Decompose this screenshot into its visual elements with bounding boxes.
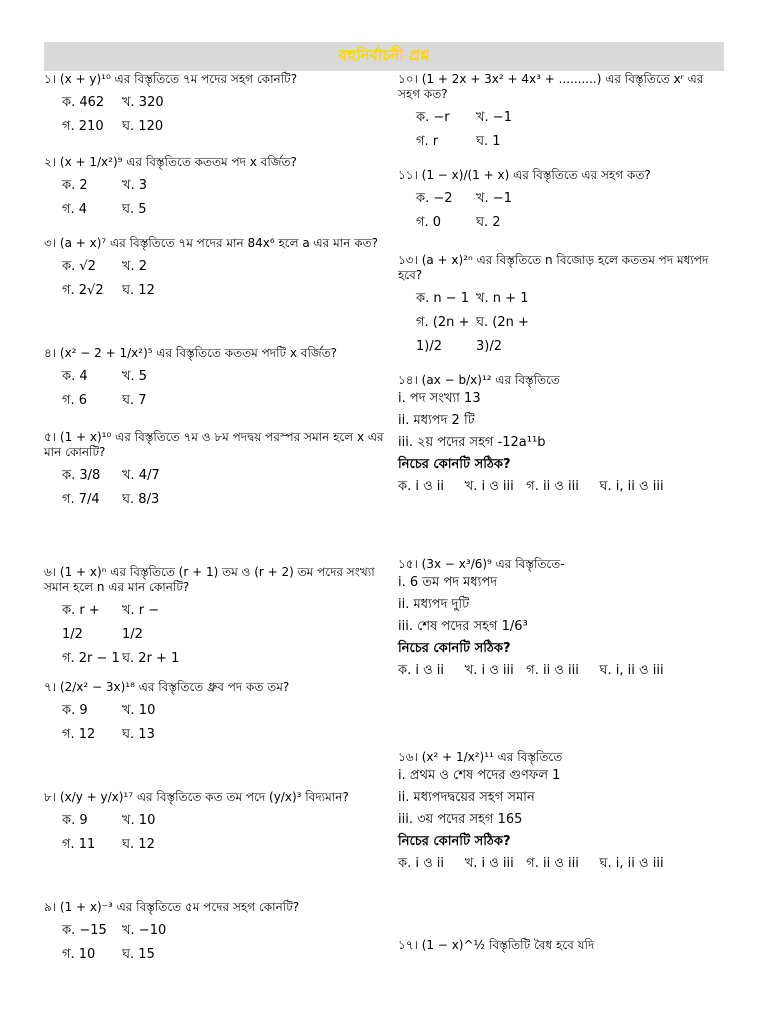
question-q1 bbox=[44, 72, 384, 139]
question-stem: ৬। (1 + x)ⁿ এর বিস্তৃতিতে (r + 1) তম ও (r + 2) তম পদের সংখ্যা সমান হলে n এর মান কোনটি? bbox=[44, 565, 375, 594]
question-stem: ১৫। (3x − x³/6)⁹ এর বিস্তৃতিতে- bbox=[398, 557, 565, 571]
option[interactable]: ঘ. 120 bbox=[122, 119, 164, 134]
option[interactable]: খ. 4/7 bbox=[122, 468, 160, 483]
question-q3 bbox=[44, 236, 384, 303]
statement-item: i. পদ সংখ্যা 13 bbox=[398, 391, 481, 406]
option[interactable]: গ. 12 bbox=[62, 727, 96, 742]
option-grid bbox=[62, 365, 384, 413]
answer-choices[interactable]: ক. i ও ii খ. i ও iii গ. ii ও iii ঘ. i, ii ও iii bbox=[398, 479, 664, 494]
option-grid bbox=[62, 174, 384, 222]
option[interactable]: গ. 4 bbox=[62, 202, 88, 217]
option[interactable]: ক. 4 bbox=[62, 369, 88, 384]
option[interactable]: ক. −2 bbox=[416, 191, 453, 206]
option[interactable]: খ. −10 bbox=[122, 923, 167, 938]
option[interactable]: ঘ. 2 bbox=[476, 215, 501, 230]
option[interactable]: গ. 210 bbox=[62, 119, 104, 134]
statement-item: iii. ৩য় পদের সহগ 165 bbox=[398, 812, 523, 827]
option[interactable]: গ. r bbox=[416, 134, 439, 149]
question-q14 bbox=[398, 373, 728, 498]
option[interactable]: ক. 3/8 bbox=[62, 468, 101, 483]
option[interactable]: ক. 9 bbox=[62, 703, 88, 718]
option[interactable]: গ. 11 bbox=[62, 837, 96, 852]
option[interactable]: ক. −r bbox=[416, 110, 450, 125]
option[interactable]: ক. r + 1/2 bbox=[62, 603, 100, 642]
question-stem: ৮। (x/y + y/x)¹⁷ এর বিস্তৃতিতে কত তম পদে (y/x)³ বিদ্যমান? bbox=[44, 790, 349, 804]
option[interactable]: খ. 5 bbox=[122, 369, 148, 384]
option[interactable]: ক. √2 bbox=[62, 259, 96, 274]
banner-title: বহুনির্বাচনী প্রশ্ন bbox=[338, 46, 430, 64]
option[interactable]: খ. r − 1/2 bbox=[122, 603, 160, 642]
statement-item: ii. মধ্যপদ দুটি bbox=[398, 597, 470, 612]
question-q13 bbox=[398, 253, 728, 359]
option[interactable]: ঘ. 5 bbox=[122, 202, 147, 217]
option-grid bbox=[62, 699, 384, 747]
option[interactable]: খ. −1 bbox=[476, 191, 512, 206]
option-grid bbox=[62, 919, 384, 967]
question-stem: ৩। (a + x)⁷ এর বিস্তৃতিতে ৭ম পদের মান 84x⁶ হলে a এর মান কত? bbox=[44, 236, 378, 250]
section-banner bbox=[44, 42, 724, 71]
question-q15 bbox=[398, 557, 728, 682]
option[interactable]: খ. 320 bbox=[122, 95, 164, 110]
option[interactable]: গ. (2n + 1)/2 bbox=[416, 315, 470, 354]
option[interactable]: গ. 2r − 1 bbox=[62, 651, 120, 666]
option[interactable]: ক. n − 1 bbox=[416, 291, 470, 306]
statement-item: iii. ২য় পদের সহগ -12a¹¹b bbox=[398, 435, 546, 450]
question-stem: ১৬। (x² + 1/x²)¹¹ এর বিস্তৃতিতে bbox=[398, 750, 563, 764]
question-stem: ২। (x + 1/x²)⁹ এর বিস্তৃতিতে কততম পদ x বর্জিত? bbox=[44, 155, 297, 169]
option-grid bbox=[62, 464, 384, 512]
option[interactable]: ঘ. 12 bbox=[122, 837, 155, 852]
option-grid bbox=[62, 599, 384, 671]
option[interactable]: ঘ. 2r + 1 bbox=[122, 651, 180, 666]
option[interactable]: ঘ. 8/3 bbox=[122, 492, 160, 507]
option[interactable]: খ. 2 bbox=[122, 259, 148, 274]
option[interactable]: ক. 2 bbox=[62, 178, 88, 193]
question-stem: ১০। (1 + 2x + 3x² + 4x³ + ..........) এর বিস্তৃতিতে xʳ এর সহগ কত? bbox=[398, 72, 704, 101]
question-q2 bbox=[44, 155, 384, 222]
question-q17 bbox=[398, 938, 728, 953]
answer-choices[interactable]: ক. i ও ii খ. i ও iii গ. ii ও iii ঘ. i, ii ও iii bbox=[398, 663, 664, 678]
option[interactable]: ক. 9 bbox=[62, 813, 88, 828]
left-column bbox=[44, 70, 384, 960]
statement-item: i. 6 তম পদ মধ্যপদ bbox=[398, 575, 498, 590]
option[interactable]: ক. 462 bbox=[62, 95, 105, 110]
question-stem: ৯। (1 + x)⁻³ এর বিস্তৃতিতে ৫ম পদের সহগ কোনটি? bbox=[44, 900, 300, 914]
option-grid bbox=[416, 106, 728, 154]
option[interactable]: গ. 0 bbox=[416, 215, 442, 230]
option[interactable]: ঘ. 1 bbox=[476, 134, 501, 149]
option-grid bbox=[62, 255, 384, 303]
option[interactable]: খ. −1 bbox=[476, 110, 512, 125]
option-grid bbox=[416, 187, 728, 235]
right-column bbox=[398, 70, 728, 970]
option[interactable]: ঘ. 13 bbox=[122, 727, 155, 742]
question-q16 bbox=[398, 750, 728, 875]
option-grid bbox=[62, 809, 384, 857]
question-q7 bbox=[44, 680, 384, 747]
question-stem: ১১। (1 − x)/(1 + x) এর বিস্তৃতিতে এর সহগ কত? bbox=[398, 168, 651, 182]
option[interactable]: ঘ. (2n + 3)/2 bbox=[476, 315, 529, 354]
question-q8 bbox=[44, 790, 384, 857]
statement-item: ii. মধ্যপদ 2 টি bbox=[398, 413, 475, 428]
question-stem: ১৭। (1 − x)^½ বিস্তৃতিটি বৈধ হবে যদি bbox=[398, 938, 595, 952]
option[interactable]: ঘ. 7 bbox=[122, 393, 147, 408]
option[interactable]: গ. 2√2 bbox=[62, 283, 104, 298]
option[interactable]: খ. 3 bbox=[122, 178, 148, 193]
correct-prompt: নিচের কোনটি সঠিক? bbox=[398, 641, 511, 656]
question-stem: ১। (x + y)¹⁰ এর বিস্তৃতিতে ৭ম পদের সহগ কোনটি? bbox=[44, 72, 298, 86]
question-q6 bbox=[44, 565, 384, 671]
question-q10 bbox=[398, 72, 728, 154]
option[interactable]: খ. 10 bbox=[122, 703, 156, 718]
question-stem: ৪। (x² − 2 + 1/x²)⁵ এর বিস্তৃতিতে কততম পদটি x বর্জিত? bbox=[44, 346, 338, 360]
answer-choices[interactable]: ক. i ও ii খ. i ও iii গ. ii ও iii ঘ. i, ii ও iii bbox=[398, 856, 664, 871]
question-stem: ১৪। (ax − b/x)¹² এর বিস্তৃতিতে bbox=[398, 373, 560, 387]
question-stem: ১৩। (a + x)²ⁿ এর বিস্তৃতিতে n বিজোড় হলে কততম পদ মধ্যপদ হবে? bbox=[398, 253, 709, 282]
correct-prompt: নিচের কোনটি সঠিক? bbox=[398, 457, 511, 472]
question-q11 bbox=[398, 168, 728, 235]
option[interactable]: খ. 10 bbox=[122, 813, 156, 828]
question-stem: ৭। (2/x² − 3x)¹⁸ এর বিস্তৃতিতে ধ্রুব পদ কত তম? bbox=[44, 680, 290, 694]
option[interactable]: ক. −15 bbox=[62, 923, 107, 938]
question-q9 bbox=[44, 900, 384, 967]
option[interactable]: ঘ. 12 bbox=[122, 283, 155, 298]
option[interactable]: ঘ. 15 bbox=[122, 947, 155, 962]
statement-item: ii. মধ্যপদদ্বয়ের সহগ সমান bbox=[398, 790, 535, 805]
option-grid bbox=[416, 287, 728, 359]
option[interactable]: গ. 7/4 bbox=[62, 492, 100, 507]
option[interactable]: গ. 6 bbox=[62, 393, 88, 408]
question-q4 bbox=[44, 346, 384, 413]
option[interactable]: খ. n + 1 bbox=[476, 291, 529, 306]
statement-item: i. প্রথম ও শেষ পদের গুণফল 1 bbox=[398, 768, 561, 783]
statement-item: iii. শেষ পদের সহগ 1/6³ bbox=[398, 619, 528, 634]
correct-prompt: নিচের কোনটি সঠিক? bbox=[398, 834, 511, 849]
option[interactable]: গ. 10 bbox=[62, 947, 96, 962]
question-stem: ৫। (1 + x)¹⁰ এর বিস্তৃতিতে ৭ম ও ৮ম পদদ্বয় পরস্পর সমান হলে x এর মান কোনটি? bbox=[44, 430, 384, 459]
question-q5 bbox=[44, 430, 384, 512]
option-grid bbox=[62, 91, 384, 139]
